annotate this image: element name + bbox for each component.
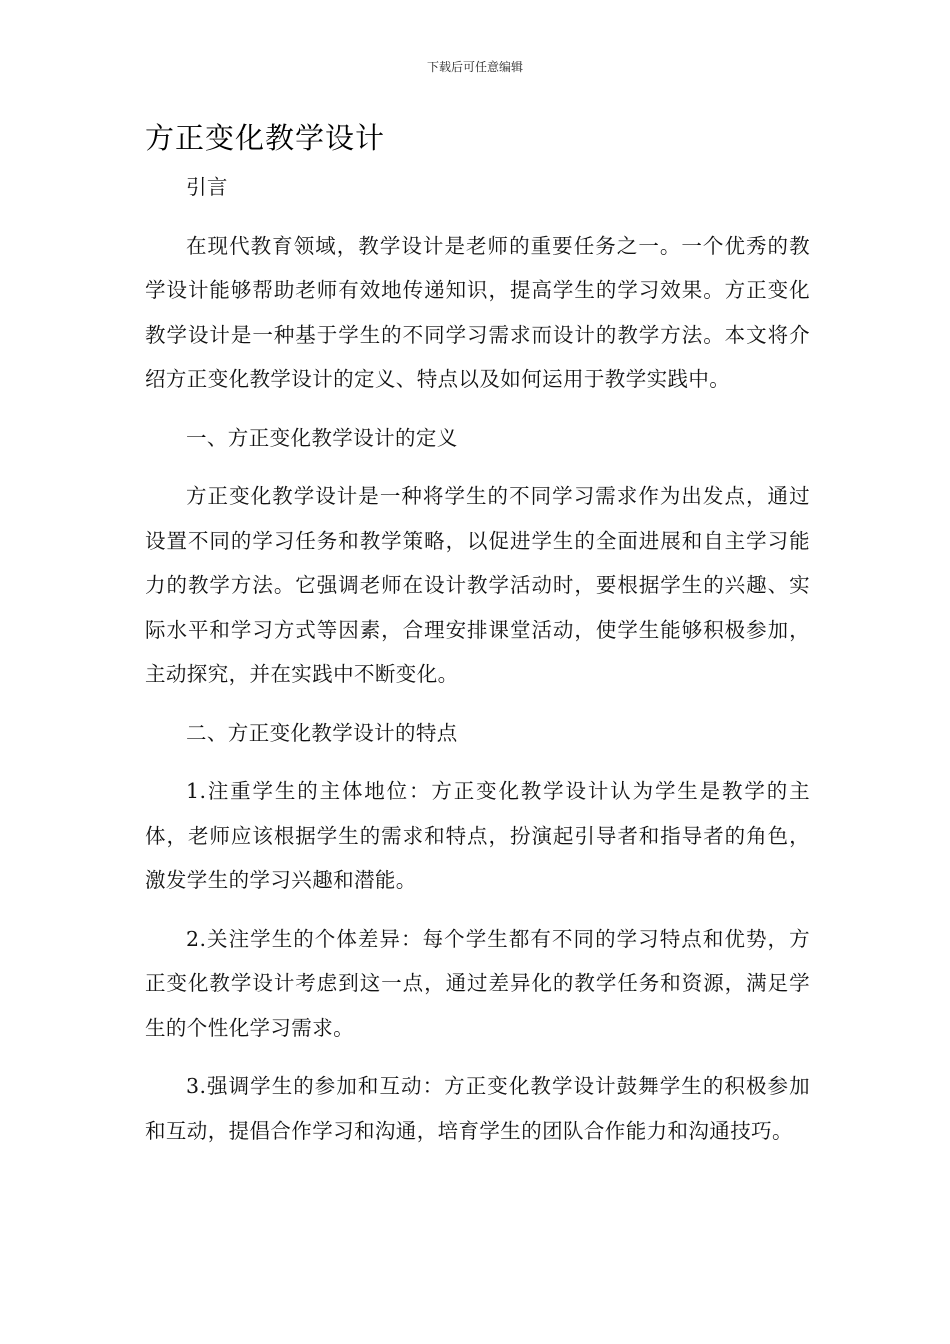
document-title: 方正变化教学设计	[145, 121, 386, 155]
list-item-feature-2: 2.关注学生的个体差异：每个学生都有不同的学习特点和优势，方正变化教学设计考虑到这一点，通过差异化的教学任务和资源，满足学生的个性化学习需求。	[145, 926, 810, 1040]
section-heading-intro: 引言	[186, 175, 228, 199]
list-item-feature-3: 3.强调学生的参加和互动：方正变化教学设计鼓舞学生的积极参加和互动，提倡合作学习和沟通，培育学生的团队合作能力和沟通技巧。	[145, 1074, 810, 1143]
section-heading-features: 二、方正变化教学设计的特点	[186, 720, 458, 745]
paragraph-definition: 方正变化教学设计是一种将学生的不同学习需求作为出发点，通过设置不同的学习任务和教学策略，以促进学生的全面进展和自主学习能力的教学方法。它强调老师在设计教学活动时，要根据学生的兴趣、实际水平和学习方式等因素，合理安排课堂活动，使学生能够积极参加，主动探究，并在实践中不断变化。	[145, 484, 810, 686]
list-item-feature-1: 1.注重学生的主体地位：方正变化教学设计认为学生是教学的主体，老师应该根据学生的需求和特点，扮演起引导者和指导者的角色，激发学生的学习兴趣和潜能。	[145, 779, 810, 892]
header-note: 下载后可任意编辑	[426, 60, 523, 74]
section-heading-definition: 一、方正变化教学设计的定义	[186, 425, 458, 450]
paragraph-intro: 在现代教育领域，教学设计是老师的重要任务之一。一个优秀的教学设计能够帮助老师有效地传递知识，提高学生的学习效果。方正变化教学设计是一种基于学生的不同学习需求而设计的教学方法。本文将介绍方正变化教学设计的定义、特点以及如何运用于教学实践中。	[145, 233, 810, 391]
document-body	[145, 165, 810, 1167]
